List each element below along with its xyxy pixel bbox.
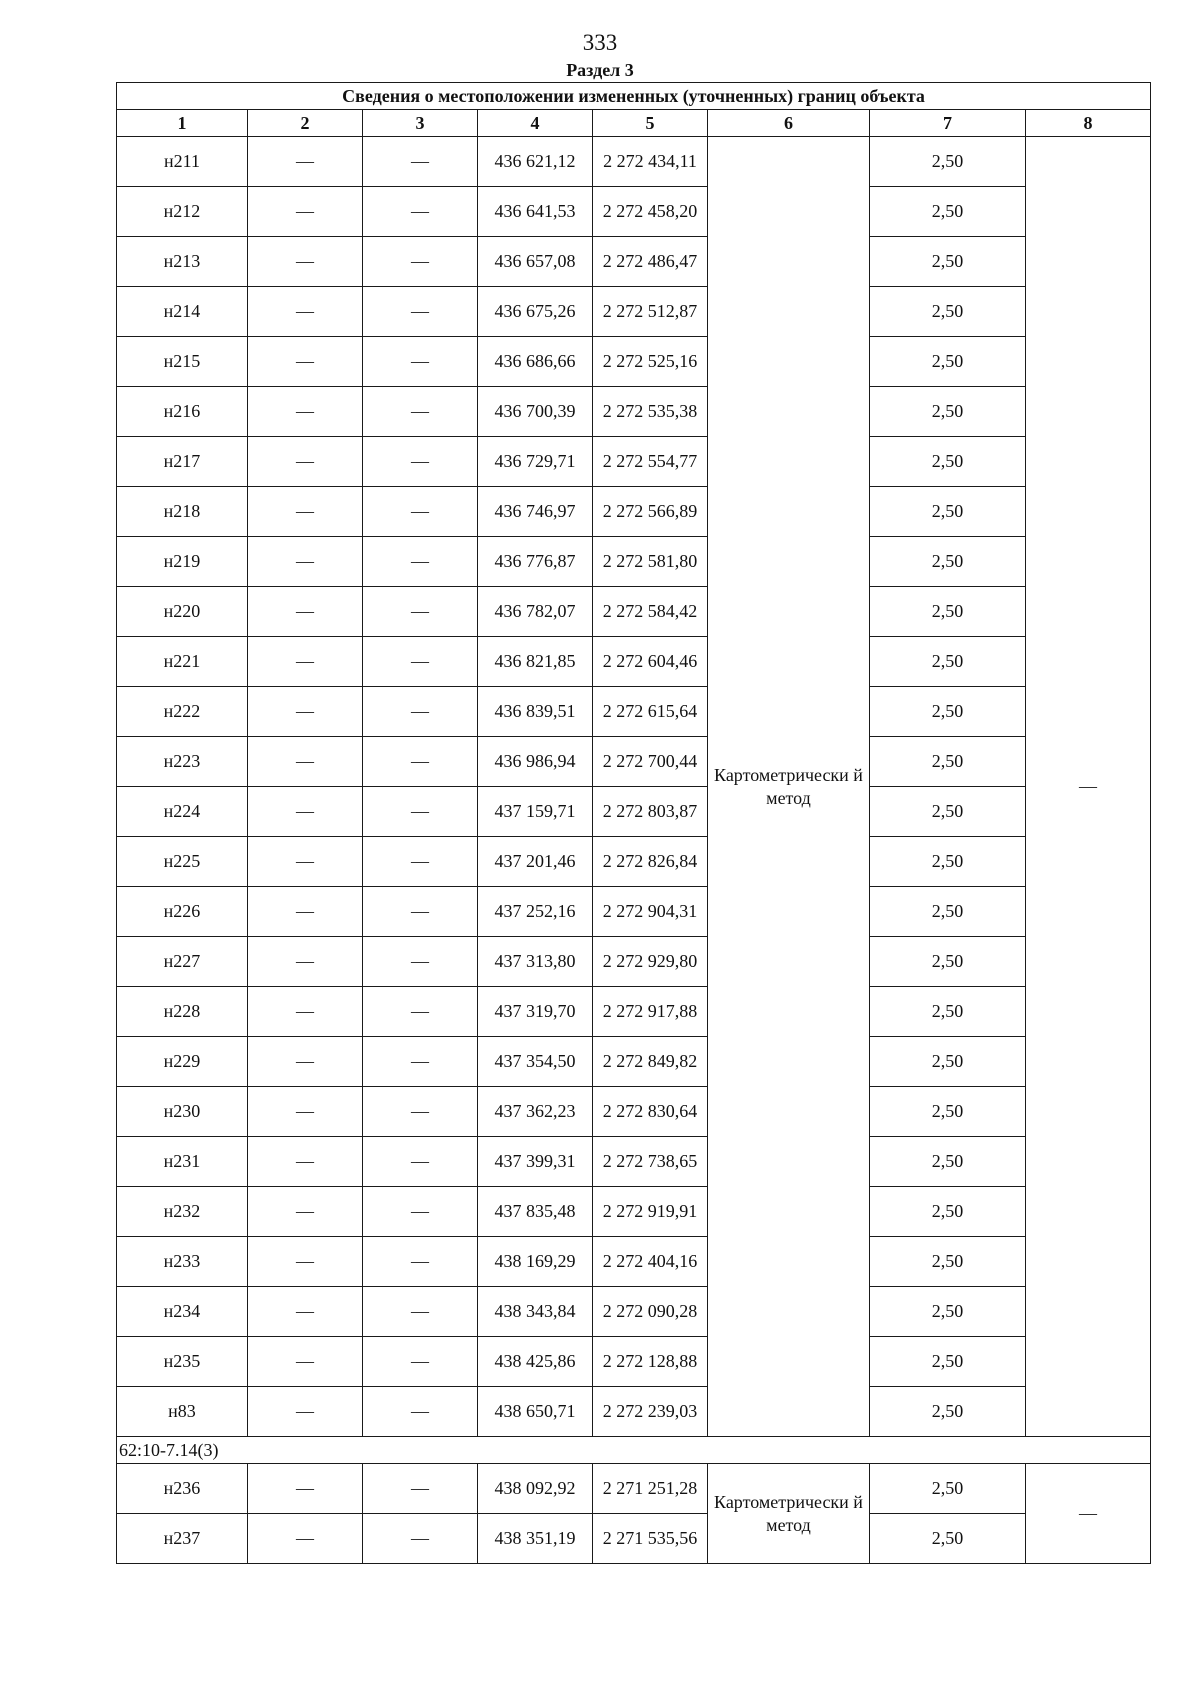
accuracy-cell: 2,50 [870, 637, 1026, 687]
col3-cell: — [363, 1237, 478, 1287]
accuracy-cell: 2,50 [870, 1187, 1026, 1237]
y-coordinate-cell: 2 272 090,28 [593, 1287, 708, 1337]
group-label: 62:10-7.14(3) [117, 1437, 1151, 1464]
col2-cell: — [248, 1464, 363, 1514]
accuracy-cell: 2,50 [870, 487, 1026, 537]
x-coordinate-cell: 436 729,71 [478, 437, 593, 487]
y-coordinate-cell: 2 272 584,42 [593, 587, 708, 637]
table-row [117, 587, 1151, 637]
accuracy-cell: 2,50 [870, 387, 1026, 437]
x-coordinate-cell: 436 821,85 [478, 637, 593, 687]
accuracy-cell: 2,50 [870, 537, 1026, 587]
table-row [117, 437, 1151, 487]
accuracy-cell: 2,50 [870, 1237, 1026, 1287]
table-row [117, 237, 1151, 287]
table-row [117, 687, 1151, 737]
accuracy-cell: 2,50 [870, 987, 1026, 1037]
col3-cell: — [363, 137, 478, 187]
accuracy-cell: 2,50 [870, 437, 1026, 487]
col2-cell: — [248, 287, 363, 337]
accuracy-cell: 2,50 [870, 137, 1026, 187]
accuracy-cell: 2,50 [870, 737, 1026, 787]
table-row [117, 287, 1151, 337]
column-header-2: 2 [248, 110, 363, 137]
table-row [117, 837, 1151, 887]
x-coordinate-cell: 436 839,51 [478, 687, 593, 737]
col3-cell: — [363, 1087, 478, 1137]
method-cell: Картометрически й метод [708, 1464, 870, 1564]
col3-cell: — [363, 687, 478, 737]
table-row [117, 537, 1151, 587]
col3-cell: — [363, 737, 478, 787]
point-name-cell: н220 [117, 587, 248, 637]
table-row [117, 1187, 1151, 1237]
y-coordinate-cell: 2 272 826,84 [593, 837, 708, 887]
point-name-cell: н221 [117, 637, 248, 687]
col3-cell: — [363, 1187, 478, 1237]
y-coordinate-cell: 2 272 554,77 [593, 437, 708, 487]
x-coordinate-cell: 438 650,71 [478, 1387, 593, 1437]
x-coordinate-cell: 436 675,26 [478, 287, 593, 337]
col2-cell: — [248, 937, 363, 987]
y-coordinate-cell: 2 272 458,20 [593, 187, 708, 237]
col3-cell: — [363, 537, 478, 587]
point-name-cell: н231 [117, 1137, 248, 1187]
y-coordinate-cell: 2 272 917,88 [593, 987, 708, 1037]
col2-cell: — [248, 687, 363, 737]
y-coordinate-cell: 2 272 803,87 [593, 787, 708, 837]
col2-cell: — [248, 1337, 363, 1387]
point-name-cell: н223 [117, 737, 248, 787]
accuracy-cell: 2,50 [870, 687, 1026, 737]
y-coordinate-cell: 2 272 239,03 [593, 1387, 708, 1437]
column-header-6: 6 [708, 110, 870, 137]
point-name-cell: н212 [117, 187, 248, 237]
point-name-cell: н216 [117, 387, 248, 437]
point-name-cell: н228 [117, 987, 248, 1037]
table-row [117, 1514, 1151, 1564]
x-coordinate-cell: 436 700,39 [478, 387, 593, 437]
column-header-7: 7 [870, 110, 1026, 137]
point-name-cell: н217 [117, 437, 248, 487]
col2-cell: — [248, 1187, 363, 1237]
column-header-1: 1 [117, 110, 248, 137]
column-header-5: 5 [593, 110, 708, 137]
accuracy-cell: 2,50 [870, 337, 1026, 387]
col3-cell: — [363, 937, 478, 987]
col3-cell: — [363, 187, 478, 237]
x-coordinate-cell: 437 159,71 [478, 787, 593, 837]
method-cell: Картометрически й метод [708, 137, 870, 1437]
accuracy-cell: 2,50 [870, 1287, 1026, 1337]
col3-cell: — [363, 1387, 478, 1437]
point-name-cell: н232 [117, 1187, 248, 1237]
col2-cell: — [248, 387, 363, 437]
col2-cell: — [248, 187, 363, 237]
column-header-4: 4 [478, 110, 593, 137]
accuracy-cell: 2,50 [870, 287, 1026, 337]
col2-cell: — [248, 1287, 363, 1337]
table-row [117, 487, 1151, 537]
col3-cell: — [363, 337, 478, 387]
accuracy-cell: 2,50 [870, 1337, 1026, 1387]
point-name-cell: н213 [117, 237, 248, 287]
x-coordinate-cell: 436 782,07 [478, 587, 593, 637]
table-row [117, 787, 1151, 837]
col2-cell: — [248, 787, 363, 837]
point-name-cell: н224 [117, 787, 248, 837]
x-coordinate-cell: 436 621,12 [478, 137, 593, 187]
col2-cell: — [248, 137, 363, 187]
col8-cell: — [1026, 137, 1151, 1437]
y-coordinate-cell: 2 272 604,46 [593, 637, 708, 687]
x-coordinate-cell: 438 343,84 [478, 1287, 593, 1337]
table-row [117, 187, 1151, 237]
y-coordinate-cell: 2 272 904,31 [593, 887, 708, 937]
accuracy-cell: 2,50 [870, 787, 1026, 837]
col2-cell: — [248, 1237, 363, 1287]
table-row [117, 137, 1151, 187]
page-number: 333 [582, 30, 618, 55]
point-name-cell: н214 [117, 287, 248, 337]
column-header-8: 8 [1026, 110, 1151, 137]
table-row [117, 337, 1151, 387]
col3-cell: — [363, 1337, 478, 1387]
table-row [117, 1037, 1151, 1087]
point-name-cell: н215 [117, 337, 248, 387]
col3-cell: — [363, 387, 478, 437]
y-coordinate-cell: 2 272 512,87 [593, 287, 708, 337]
accuracy-cell: 2,50 [870, 1387, 1026, 1437]
col3-cell: — [363, 787, 478, 837]
table-row [117, 1087, 1151, 1137]
col3-cell: — [363, 1514, 478, 1564]
col2-cell: — [248, 1514, 363, 1564]
y-coordinate-cell: 2 272 535,38 [593, 387, 708, 437]
table-row [117, 937, 1151, 987]
column-header-3: 3 [363, 110, 478, 137]
x-coordinate-cell: 437 399,31 [478, 1137, 593, 1187]
y-coordinate-cell: 2 272 525,16 [593, 337, 708, 387]
table-row [117, 1137, 1151, 1187]
col2-cell: — [248, 987, 363, 1037]
col2-cell: — [248, 837, 363, 887]
point-name-cell: н218 [117, 487, 248, 537]
accuracy-cell: 2,50 [870, 187, 1026, 237]
x-coordinate-cell: 438 092,92 [478, 1464, 593, 1514]
y-coordinate-cell: 2 272 434,11 [593, 137, 708, 187]
table-row [117, 1337, 1151, 1387]
accuracy-cell: 2,50 [870, 1087, 1026, 1137]
point-name-cell: н226 [117, 887, 248, 937]
y-coordinate-cell: 2 272 929,80 [593, 937, 708, 987]
point-name-cell: н219 [117, 537, 248, 587]
x-coordinate-cell: 436 686,66 [478, 337, 593, 387]
col3-cell: — [363, 1287, 478, 1337]
col2-cell: — [248, 437, 363, 487]
col2-cell: — [248, 487, 363, 537]
col2-cell: — [248, 1387, 363, 1437]
col2-cell: — [248, 1037, 363, 1087]
col3-cell: — [363, 987, 478, 1037]
col3-cell: — [363, 1137, 478, 1187]
table-row [117, 887, 1151, 937]
point-name-cell: н211 [117, 137, 248, 187]
table-row [117, 387, 1151, 437]
group-row [117, 1437, 1151, 1464]
point-name-cell: н227 [117, 937, 248, 987]
y-coordinate-cell: 2 272 849,82 [593, 1037, 708, 1087]
x-coordinate-cell: 437 362,23 [478, 1087, 593, 1137]
section-title: Раздел 3 [566, 60, 634, 80]
point-name-cell: н237 [117, 1514, 248, 1564]
col3-cell: — [363, 487, 478, 537]
col2-cell: — [248, 737, 363, 787]
x-coordinate-cell: 437 252,16 [478, 887, 593, 937]
col2-cell: — [248, 537, 363, 587]
col8-cell: — [1026, 1464, 1151, 1564]
accuracy-cell: 2,50 [870, 887, 1026, 937]
x-coordinate-cell: 436 641,53 [478, 187, 593, 237]
col3-cell: — [363, 1037, 478, 1087]
x-coordinate-cell: 438 425,86 [478, 1337, 593, 1387]
x-coordinate-cell: 438 169,29 [478, 1237, 593, 1287]
col2-cell: — [248, 587, 363, 637]
x-coordinate-cell: 436 776,87 [478, 537, 593, 587]
y-coordinate-cell: 2 272 700,44 [593, 737, 708, 787]
col2-cell: — [248, 1137, 363, 1187]
point-name-cell: н234 [117, 1287, 248, 1337]
col2-cell: — [248, 1087, 363, 1137]
col3-cell: — [363, 837, 478, 887]
accuracy-cell: 2,50 [870, 587, 1026, 637]
y-coordinate-cell: 2 271 251,28 [593, 1464, 708, 1514]
y-coordinate-cell: 2 272 615,64 [593, 687, 708, 737]
table-row [117, 987, 1151, 1037]
point-name-cell: н83 [117, 1387, 248, 1437]
col3-cell: — [363, 587, 478, 637]
table-row [117, 1287, 1151, 1337]
table-row [117, 1237, 1151, 1287]
col3-cell: — [363, 887, 478, 937]
accuracy-cell: 2,50 [870, 1037, 1026, 1087]
col2-cell: — [248, 337, 363, 387]
point-name-cell: н233 [117, 1237, 248, 1287]
table-row [117, 737, 1151, 787]
x-coordinate-cell: 437 835,48 [478, 1187, 593, 1237]
x-coordinate-cell: 436 746,97 [478, 487, 593, 537]
boundary-table [116, 82, 1151, 1564]
table-row [117, 1464, 1151, 1514]
table-caption: Сведения о местоположении измененных (уточненных) границ объекта [117, 83, 1151, 110]
table-row [117, 1387, 1151, 1437]
col3-cell: — [363, 287, 478, 337]
x-coordinate-cell: 436 986,94 [478, 737, 593, 787]
point-name-cell: н235 [117, 1337, 248, 1387]
x-coordinate-cell: 436 657,08 [478, 237, 593, 287]
x-coordinate-cell: 438 351,19 [478, 1514, 593, 1564]
col3-cell: — [363, 637, 478, 687]
table-row [117, 637, 1151, 687]
col3-cell: — [363, 1464, 478, 1514]
y-coordinate-cell: 2 272 566,89 [593, 487, 708, 537]
accuracy-cell: 2,50 [870, 937, 1026, 987]
col3-cell: — [363, 237, 478, 287]
y-coordinate-cell: 2 272 486,47 [593, 237, 708, 287]
y-coordinate-cell: 2 272 128,88 [593, 1337, 708, 1387]
point-name-cell: н230 [117, 1087, 248, 1137]
accuracy-cell: 2,50 [870, 1137, 1026, 1187]
y-coordinate-cell: 2 272 738,65 [593, 1137, 708, 1187]
col2-cell: — [248, 637, 363, 687]
point-name-cell: н236 [117, 1464, 248, 1514]
y-coordinate-cell: 2 271 535,56 [593, 1514, 708, 1564]
column-header-row [117, 110, 1151, 137]
col2-cell: — [248, 887, 363, 937]
col2-cell: — [248, 237, 363, 287]
x-coordinate-cell: 437 201,46 [478, 837, 593, 887]
x-coordinate-cell: 437 319,70 [478, 987, 593, 1037]
y-coordinate-cell: 2 272 830,64 [593, 1087, 708, 1137]
point-name-cell: н222 [117, 687, 248, 737]
point-name-cell: н229 [117, 1037, 248, 1087]
x-coordinate-cell: 437 313,80 [478, 937, 593, 987]
y-coordinate-cell: 2 272 404,16 [593, 1237, 708, 1287]
accuracy-cell: 2,50 [870, 837, 1026, 887]
point-name-cell: н225 [117, 837, 248, 887]
y-coordinate-cell: 2 272 581,80 [593, 537, 708, 587]
accuracy-cell: 2,50 [870, 1514, 1026, 1564]
x-coordinate-cell: 437 354,50 [478, 1037, 593, 1087]
y-coordinate-cell: 2 272 919,91 [593, 1187, 708, 1237]
accuracy-cell: 2,50 [870, 237, 1026, 287]
accuracy-cell: 2,50 [870, 1464, 1026, 1514]
col3-cell: — [363, 437, 478, 487]
